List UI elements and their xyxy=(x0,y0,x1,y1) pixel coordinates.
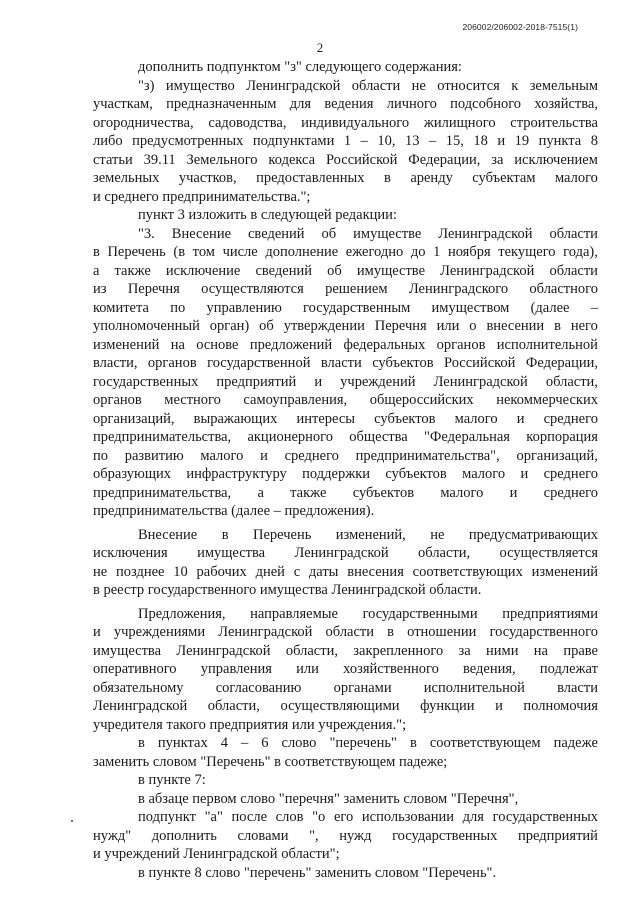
text-line: имущества Ленинградской области, закрепленного за ними на праве xyxy=(93,642,598,659)
text-line: нужд" дополнить словами ", нужд государственных предприятий xyxy=(93,827,598,844)
text-line: организаций, выражающих интересы субъектов малого и среднего xyxy=(93,410,598,427)
text-line: не позднее 10 рабочих дней с даты внесения соответствующих изменений xyxy=(93,563,598,580)
text-line: комитета по управлению государственным имуществом (далее – xyxy=(93,299,598,316)
text-line: Ленинградской области, осуществляющими функции и полномочия xyxy=(93,698,598,714)
text-line: либо предусмотренных подпунктами 1 – 10, 13 – 15, 18 и 19 пункта 8 xyxy=(93,133,598,149)
text-line: оперативного управления или хозяйственного ведения, подлежат xyxy=(93,661,598,677)
text-line: по развитию малого и среднего предпринимательства", организаций, xyxy=(93,447,598,464)
text-line: в реестр государственного имущества Ленинградской области. xyxy=(93,582,482,598)
text-line: органов местного самоуправления, общероссийских некоммерческих xyxy=(93,392,598,408)
text-line: а также исключение сведений об имуществе Ленинградской области xyxy=(93,262,598,279)
text-line: земельных участков, предоставленных в аренду субъектам малого xyxy=(93,170,598,186)
document-body xyxy=(20,58,620,882)
text-line: в абзаце первом слово "перечня" заменить словом "Перечня", xyxy=(138,790,519,807)
text-line: статьи 39.11 Земельного кодекса Российской Федерации, за исключением xyxy=(93,151,598,168)
text-line: изменений на основе предложений федеральных органов исполнительной xyxy=(93,336,598,353)
text-line: Предложения, направляемые государственными предприятиями xyxy=(138,605,598,622)
text-line: "3. Внесение сведений об имуществе Ленинградской области xyxy=(138,225,598,242)
text-line: учредителя такого предприятия или учреждения."; xyxy=(93,716,407,733)
text-line: подпункт "а" после слов "о его использовании для государственных xyxy=(138,809,598,825)
text-line: из Перечня осуществляются решением Ленинградского областного xyxy=(93,281,598,297)
margin-mark xyxy=(71,820,73,822)
text-line: предпринимательства, а также субъектов малого и среднего xyxy=(93,484,598,501)
text-line: власти, органов государственной власти субъектов Российской Федерации, xyxy=(93,355,598,371)
text-line: обязательному согласованию органами исполнительной власти xyxy=(93,679,598,696)
text-line: в Перечень (в том числе дополнение ежегодно до 1 ноября текущего года), xyxy=(93,244,598,260)
page-number: 2 xyxy=(316,40,324,55)
text-line: исключения имущества Ленинградской области, осуществляется xyxy=(93,545,598,561)
text-line: уполномоченный орган) об утверждении Перечня или о внесении в него xyxy=(93,318,598,334)
text-line: огородничества, садоводства, индивидуального жилищного строительства xyxy=(93,114,598,131)
text-line: участкам, предназначенным для ведения личного подсобного хозяйства, xyxy=(93,96,598,112)
text-line: в пункте 8 слово "перечень" заменить словом "Перечень". xyxy=(138,864,497,881)
text-line: предпринимательства, акционерного общества "Федеральная корпорация xyxy=(93,429,598,445)
text-line: образующих инфраструктуру поддержки субъектов малого и среднего xyxy=(93,466,598,482)
text-line: и учреждениями Ленинградской области в отношении государственного xyxy=(93,624,598,640)
text-line: государственных предприятий и учреждений Ленинградской области, xyxy=(93,373,598,390)
text-line: заменить словом "Перечень" в соответствующем падеже; xyxy=(93,753,448,770)
text-line: и среднего предпринимательства."; xyxy=(93,188,311,205)
text-line: пункт 3 изложить в следующей редакции: xyxy=(138,207,397,223)
text-line: в пункте 7: xyxy=(138,772,206,788)
text-line: дополнить подпунктом "з" следующего содержания: xyxy=(138,59,462,75)
text-line: в пунктах 4 – 6 слово "перечень" в соответствующем падеже xyxy=(138,735,598,751)
text-line: и учреждений Ленинградской области"; xyxy=(93,846,340,862)
document-code: 206002/206002-2018-7515(1) xyxy=(462,22,578,32)
text-line: "з) имущество Ленинградской области не относится к земельным xyxy=(138,77,598,94)
text-line: Внесение в Перечень изменений, не предусматривающих xyxy=(138,526,598,543)
text-line: предпринимательства (далее – предложения). xyxy=(93,503,375,519)
